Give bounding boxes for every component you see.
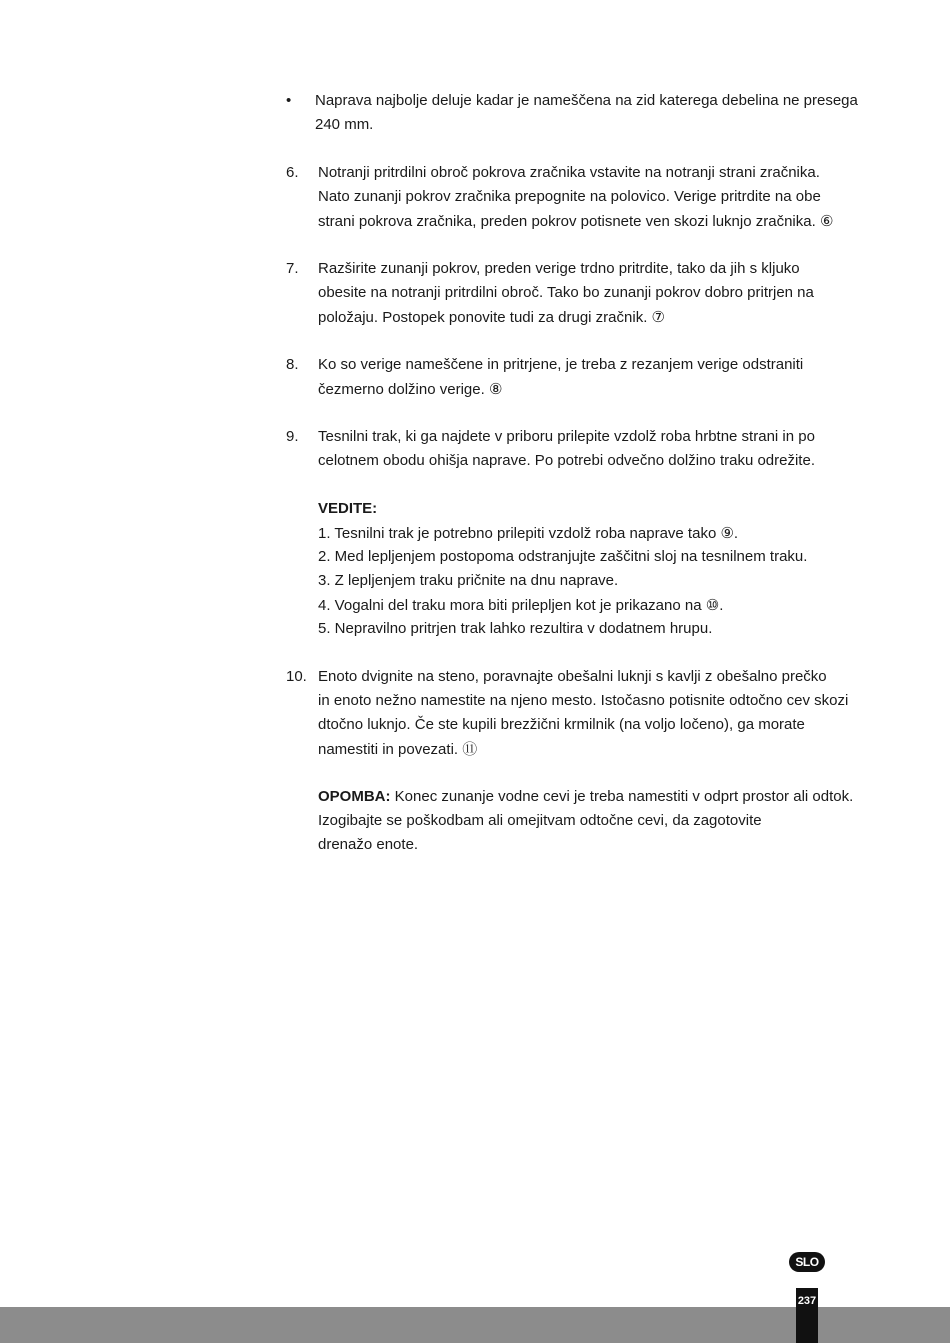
note-item: 5. Nepravilno pritrjen trak lahko rezultira v dodatnem hrupu. <box>318 620 713 637</box>
step-line <box>318 379 502 400</box>
step-text: strani pokrova zračnika, preden pokrov potisnete ven skozi luknjo zračnika. <box>318 213 816 230</box>
step-number: 9. <box>286 428 299 445</box>
bullet-line: 240 mm. <box>315 116 374 133</box>
note-item: 3. Z lepljenjem traku pričnite na dnu naprave. <box>318 572 619 589</box>
step-line <box>318 307 665 328</box>
step-line <box>318 739 477 760</box>
opomba-text: Konec zunanje vodne cevi je treba namestiti v odprt prostor ali odtok. <box>390 788 854 805</box>
opomba-label: OPOMBA: <box>318 788 391 805</box>
step-text: čezmerno dolžino verige. <box>318 381 485 398</box>
step-line: obesite na notranji pritrdilni obroč. Tako bo zunanji pokrov dobro pritrjen na <box>318 284 814 301</box>
note-title: VEDITE: <box>318 500 378 517</box>
note-item <box>318 523 738 544</box>
step-number: 10. <box>286 668 307 685</box>
figure-ref-icon: ⑦ <box>651 308 665 326</box>
step-line: Notranji pritrdilni obroč pokrova zračnika vstavite na notranji strani zračnika. <box>318 164 820 181</box>
step-text: namestiti in povezati. <box>318 741 459 758</box>
opomba-line <box>318 787 853 807</box>
note-item-text: 1. Tesnilni trak je potrebno prilepiti vzdolž roba naprave tako <box>318 525 721 542</box>
note-item <box>318 595 723 616</box>
step-text: položaju. Postopek ponovite tudi za drugi zračnik. <box>318 309 648 326</box>
step-number: 7. <box>286 260 299 277</box>
note-item: 2. Med lepljenjem postopoma odstranjujte zaščitni sloj na tesnilnem traku. <box>318 548 808 565</box>
note-item-text: 4. Vogalni del traku mora biti prilepljen kot je prikazano na <box>318 597 706 614</box>
language-badge: SLO <box>789 1252 825 1272</box>
figure-ref-icon: ⑩ <box>705 596 720 614</box>
bullet-symbol: • <box>286 92 292 109</box>
step-number: 8. <box>286 356 299 373</box>
figure-ref-icon: ⑧ <box>488 380 503 398</box>
opomba-line: drenažo enote. <box>318 836 419 853</box>
figure-ref-icon: ⑨ <box>720 524 734 542</box>
step-line: Nato zunanji pokrov zračnika prepognite na polovico. Verige pritrdite na obe <box>318 188 821 205</box>
note-item-end: . <box>719 597 724 614</box>
step-line <box>318 211 833 232</box>
opomba-line: Izogibajte se poškodbam ali omejitvam odtočne cevi, da zagotovite <box>318 812 762 829</box>
figure-ref-icon: ⑪ <box>462 740 478 758</box>
step-line: in enoto nežno namestite na njeno mesto. Istočasno potisnite odtočno cev skozi <box>318 692 849 709</box>
step-line: Enoto dvignite na steno, poravnajte obešalni luknji s kavlji z obešalno prečko <box>318 668 827 685</box>
bullet-line: Naprava najbolje deluje kadar je nameščena na zid katerega debelina ne presega <box>315 92 858 109</box>
note-item-end: . <box>733 525 739 542</box>
step-number: 6. <box>286 164 299 181</box>
step-line: Ko so verige nameščene in pritrjene, je treba z rezanjem verige odstraniti <box>318 356 804 373</box>
figure-ref-icon: ⑥ <box>819 212 834 230</box>
step-line: Razširite zunanji pokrov, preden verige trdno pritrdite, tako da jih s kljuko <box>318 260 800 277</box>
step-line: Tesnilni trak, ki ga najdete v priboru prilepite vzdolž roba hrbtne strani in po <box>318 428 815 445</box>
step-line: dtočno luknjo. Če ste kupili brezžični krmilnik (na voljo ločeno), ga morate <box>318 716 805 733</box>
step-line: celotnem obodu ohišja naprave. Po potrebi odvečno dolžino traku odrežite. <box>318 452 815 469</box>
page-number: 237 <box>797 1295 817 1307</box>
